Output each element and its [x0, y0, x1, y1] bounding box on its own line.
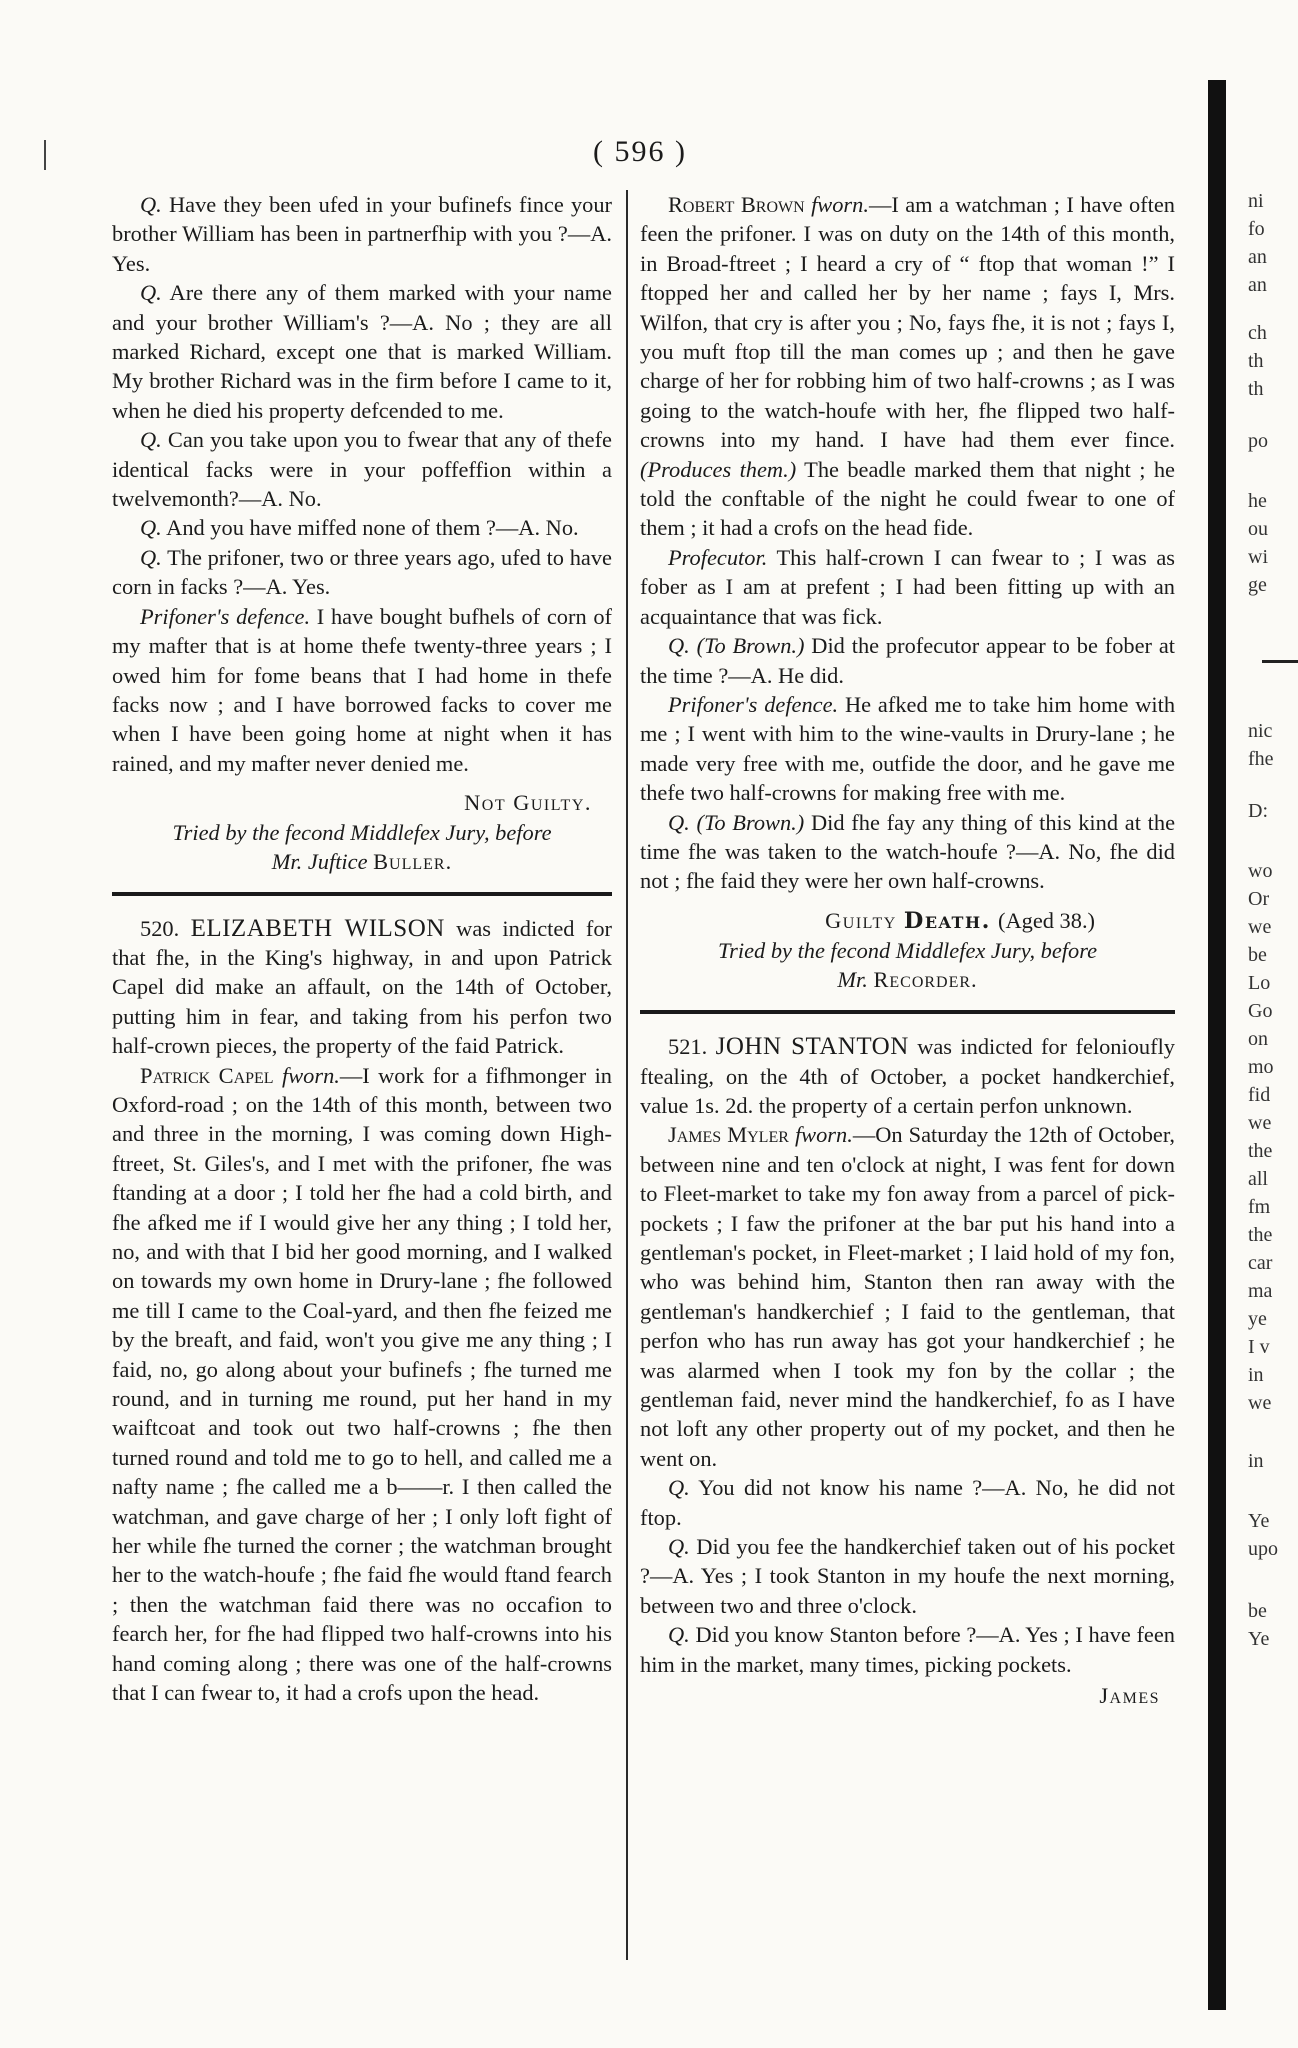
column-divider	[626, 190, 628, 1960]
speaker-label: Q.	[668, 1534, 690, 1560]
bleed-fragment: Ye	[1248, 1628, 1270, 1650]
bleed-fragment: ge	[1248, 574, 1267, 596]
qa-paragraph	[640, 1532, 1175, 1620]
bleed-fragment: wo	[1248, 860, 1273, 882]
bleed-fragment: ni	[1248, 190, 1264, 212]
tried-by-prefix: Mr.	[837, 967, 868, 993]
speaker-label: Q.	[668, 1622, 690, 1648]
bleed-fragment: fhe	[1248, 748, 1274, 770]
testimony-text: The beadle marked them that night ; he told the conftable of the night he could fwear to one of them ; it had a crofs on the head fide.	[640, 456, 1175, 541]
paragraph-text: Did you fee the handkerchief taken out of his pocket ?—A. Yes ; I took Stanton in my houfe the next morning, between two and three o'clock.	[640, 1534, 1175, 1618]
case-intro: was indicted for felonioufly ftealing, on the 4th of October, a pocket handkerchief, value 1s. 2d. the property of a certain perfon unknown.	[640, 1034, 1175, 1118]
defence-paragraph	[640, 690, 1175, 808]
qa-paragraph	[640, 1473, 1175, 1532]
witness-testimony	[112, 1061, 612, 1708]
tried-by	[112, 818, 612, 876]
sworn-label: fworn.	[811, 192, 869, 217]
catchword: James	[1099, 1683, 1160, 1709]
sworn-label: fworn.	[282, 1062, 340, 1088]
bleed-fragment: Go	[1248, 1000, 1273, 1022]
defendant-name: ELIZABETH WILSON	[190, 914, 445, 942]
bleed-fragment: an	[1248, 274, 1267, 296]
bleed-fragment: be	[1248, 1600, 1267, 1622]
right-column	[640, 190, 1175, 1711]
qa-paragraph	[112, 190, 612, 278]
testimony-text: —I work for a fifhmonger in Oxford-road ; on the 14th of this month, between two and three in the morning, I was coming down High-ftreet, St. Giles's, and I met with the prifoner, fhe was ftanding at a door ; I told her fhe had a cold birth, and fhe afked me if I would give her any thing ; I told her, no, and with that I bid her good morning, and I walked on towards my own home in Drury-lane ; fhe followed me till I came to the Coal-yard, and then fhe feized me by the breaft, and faid, won't you give me any thing ; I faid, no, go along about your bufinefs ; fhe turned me round, and in turning me round, put her hand in my waiftcoat and took out two half-crowns ; fhe then turned round and told me to go to hell, and called me a nafty name ; fhe called me a b——r. I then called the watchman, and gave charge of her ; I only loft fight of her while fhe turned the corner ; the watchman brought her to the watch-houfe ; fhe faid fhe would ftand fearch ; then the watchman faid there was no occafion to fearch her, for fhe had flipped two half-crowns into his hand coming along ; there was one of the half-crowns that I can fwear to, it had a crofs upon the head.	[112, 1062, 612, 1706]
bleed-fragment: be	[1248, 944, 1267, 966]
left-column	[112, 190, 612, 1708]
paragraph-text: Did the profecutor appear to be fober at the time ?—A. He did.	[640, 633, 1175, 688]
bleed-fragment: the	[1248, 1224, 1273, 1246]
speaker-label: Prifoner's defence.	[668, 691, 839, 717]
tried-by	[640, 936, 1175, 994]
bleed-rule	[1262, 660, 1298, 663]
speaker-label: Q.	[140, 192, 162, 217]
bleed-fragment: mo	[1248, 1056, 1274, 1078]
verdict	[640, 906, 1095, 936]
bleed-fragment: fo	[1248, 218, 1265, 240]
witness-name: James Myler	[668, 1122, 789, 1148]
qa-paragraph	[640, 1620, 1175, 1679]
bleed-fragment: he	[1248, 490, 1267, 512]
speaker-label: Q.	[140, 427, 162, 453]
defence-paragraph	[112, 602, 612, 778]
bleed-fragment: Or	[1248, 888, 1270, 910]
witness-testimony	[640, 1120, 1175, 1473]
case-separator-rule	[640, 1010, 1175, 1014]
bleed-fragment: wi	[1248, 546, 1268, 568]
case-heading	[640, 1032, 1175, 1120]
speaker-label: Q. (To Brown.)	[668, 633, 805, 659]
paragraph-text: The prifoner, two or three years ago, ufed to have corn in facks ?—A. Yes.	[112, 544, 612, 600]
bleed-fragment: ye	[1248, 1308, 1267, 1330]
verdict-death: Death.	[903, 907, 991, 934]
judge-name: Buller.	[373, 848, 453, 874]
page-gutter-shadow	[1208, 80, 1226, 2010]
tried-by-line: Tried by the fecond Middlefex Jury, before	[717, 938, 1098, 964]
paragraph-text: Have they been ufed in your bufinefs fince your brother William has been in partnerfhip with you ?—A. Yes.	[112, 192, 612, 276]
sworn-label: fworn.	[794, 1122, 853, 1148]
bleed-fragment: Lo	[1248, 972, 1271, 994]
bleed-fragment: all	[1248, 1168, 1268, 1190]
paragraph-text: Did you know Stanton before ?—A. Yes ; I have feen him in the market, many times, picking pockets.	[640, 1622, 1175, 1677]
qa-paragraph	[112, 543, 612, 602]
verdict: Not Guilty.	[464, 790, 592, 816]
case-intro: was indicted for that fhe, in the King's highway, in and upon Patrick Capel did make an affault, on the 14th of October, putting him in fear, and taking from his perfon two half-crown pieces, the property of the faid Patrick.	[112, 915, 612, 1059]
defendant-age: (Aged 38.)	[998, 907, 1095, 933]
page-number: ( 596 )	[593, 135, 687, 168]
bleed-fragment: in	[1248, 1450, 1264, 1472]
speaker-label: Q.	[140, 544, 162, 570]
tried-by-line: Tried by the fecond Middlefex Jury, before	[172, 819, 552, 845]
tried-by-prefix: Mr. Juftice	[271, 848, 368, 874]
paragraph-text: This half-crown I can fwear to ; I was as fober as I am at prefent ; I had been fitting up with an acquaintance that was fick.	[640, 544, 1175, 629]
bleed-fragment: nic	[1248, 720, 1273, 742]
bleed-fragment: Ye	[1248, 1510, 1270, 1532]
bleed-fragment: th	[1248, 350, 1264, 372]
bleed-fragment: upo	[1248, 1538, 1278, 1560]
paragraph-text: Are there any of them marked with your name and your brother William's ?—A. No ; they are all marked Richard, except one that is marked William. My brother Richard was in the firm before I came to it, when he died his property defcended to me.	[112, 280, 612, 423]
witness-name: Patrick Capel	[140, 1062, 274, 1088]
bleed-fragment: fm	[1248, 1196, 1271, 1218]
paragraph-text: And you have miffed none of them ?—A. No.	[161, 515, 579, 541]
qa-paragraph	[640, 543, 1175, 631]
bleed-fragment: po	[1248, 430, 1268, 452]
bleed-fragment: the	[1248, 1140, 1273, 1162]
bleed-fragment: D:	[1248, 800, 1268, 822]
witness-name: Robert Brown	[668, 192, 805, 217]
paragraph-text: He afked me to take him home with me ; I went with him to the wine-vaults in Drury-lane ; he made very free with me, outfide the door, and he gave me thefe two half-crowns for making free with me.	[640, 691, 1176, 806]
witness-testimony	[640, 190, 1175, 543]
case-number: 521.	[668, 1034, 708, 1060]
qa-paragraph	[640, 631, 1175, 690]
speaker-label: Q. (To Brown.)	[668, 809, 805, 835]
qa-paragraph	[112, 278, 612, 425]
bleed-fragment: on	[1248, 1028, 1268, 1050]
speaker-label: Q.	[140, 280, 162, 306]
bleed-fragment: an	[1248, 246, 1267, 268]
left-margin-rule	[44, 140, 46, 170]
qa-paragraph	[640, 808, 1175, 896]
produces-note: (Produces them.)	[640, 456, 797, 482]
paragraph-text: Did fhe fay any thing of this kind at the time fhe was taken to the watch-houfe ?—A. No, fhe did not ; fhe faid they were her own half-crowns.	[640, 809, 1176, 894]
bleed-fragment: in	[1248, 1364, 1264, 1386]
bleed-fragment: th	[1248, 378, 1264, 400]
defendant-name: JOHN STANTON	[715, 1033, 909, 1061]
bleed-fragment: ou	[1248, 518, 1268, 540]
speaker-label: Q.	[668, 1475, 690, 1501]
case-heading	[112, 914, 612, 1061]
speaker-label: Prifoner's defence.	[140, 603, 311, 629]
qa-paragraph	[112, 513, 612, 542]
bleed-fragment: ma	[1248, 1280, 1273, 1302]
verdict-guilty: Guilty	[825, 907, 897, 933]
speaker-label: Q.	[140, 515, 162, 541]
bleed-fragment: car	[1248, 1252, 1273, 1274]
case-number: 520.	[140, 915, 180, 941]
case-separator-rule	[112, 892, 612, 896]
paragraph-text: I have bought bufhels of corn of my mafter that is at home thefe twenty-three years ; I owed him for fome beans that I had home in thefe facks now ; and I have borrowed facks to cover me when I have been going home at night when it has rained, and my mafter never denied me.	[112, 603, 613, 776]
bleed-fragment: we	[1248, 916, 1272, 938]
testimony-text: —On Saturday the 12th of October, between nine and ten o'clock at night, I was fent for down to Fleet-market to take my fon away from a parcel of pick-pockets ; I faw the prifoner at the bar put his hand into a gentleman's pocket, in Fleet-market ; I laid hold of my fon, who was behind him, Stanton then ran away with the gentleman's handkerchief ; I faid to the gentleman, that perfon who has run away has got your handkerchief ; he was alarmed when I took my fon by the collar ; the gentleman faid, never mind the handkerchief, fo as I have not loft any other property out of my pocket, and then he went on.	[640, 1122, 1175, 1471]
bleed-fragment: we	[1248, 1112, 1272, 1134]
testimony-text: —I am a watchman ; I have often feen the prifoner. I was on duty on the 14th of this month, in Broad-ftreet ; I heard a cry of “ ftop that woman !” I ftopped her and called her by her name ; fays I, Mrs. Wilfon, that cry is after you ; No, fays fhe, it is not ; fays I, you muft ftop till the man comes up ; and then he gave charge of her for robbing him of two half-crowns ; as I was going to the watch-houfe with her, fhe flipped two half-crowns into my hand. I have had them ever fince.	[640, 192, 1175, 453]
bleed-fragment: fid	[1248, 1084, 1271, 1106]
bleed-fragment: I v	[1248, 1336, 1270, 1358]
paragraph-text: You did not know his name ?—A. No, he did not ftop.	[640, 1475, 1175, 1530]
paragraph-text: Can you take upon you to fwear that any of thefe identical facks were in your poffeffion within a twelvemonth?—A. No.	[112, 427, 612, 512]
bleed-fragment: ch	[1248, 322, 1267, 344]
judge-name: Recorder.	[873, 967, 978, 993]
speaker-label: Profecutor.	[668, 544, 768, 570]
bleed-fragment: we	[1248, 1392, 1272, 1414]
qa-paragraph	[112, 425, 612, 513]
